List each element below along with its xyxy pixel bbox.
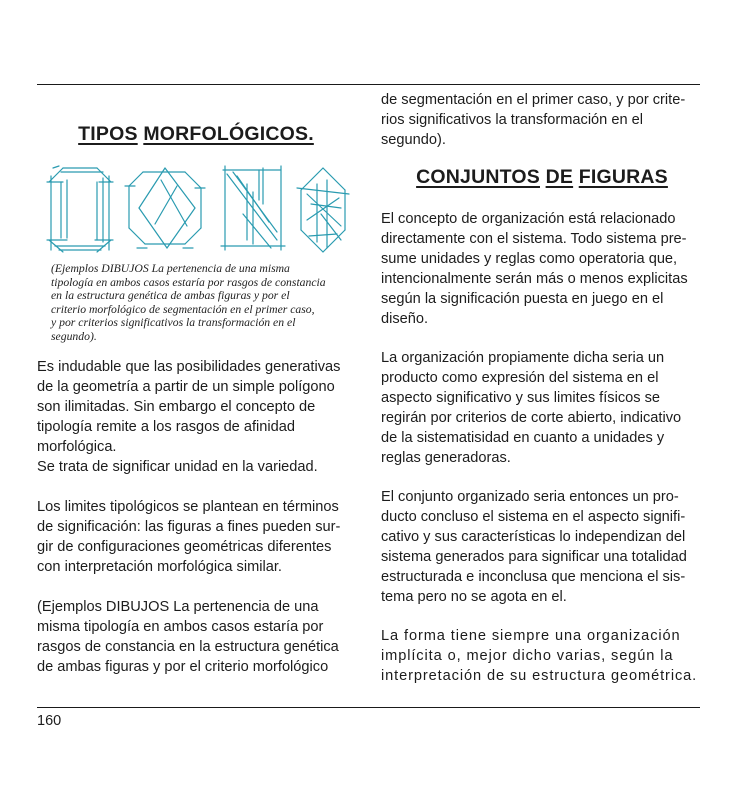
page-number: 160: [37, 713, 62, 729]
heading-word: DE: [545, 166, 574, 188]
heading-word: MORFOLÓGICOS.: [143, 123, 314, 145]
hexagon-with-crossing-lines-figure: [297, 168, 349, 252]
octagon-with-inner-square-figure: [125, 168, 205, 248]
paragraph-conjunto-organizado: El conjunto organizado seria entonces un pro- ducto concluso el sistema en el aspecto signifi- cativo y sus características lo independizan del sistema generados para significar una totalidad estructurada e inconclusa que menciona el sis- tema pero no se agota en el.: [381, 489, 687, 605]
paragraph-organizacion-propiamente: La organización propiamente dicha seria un producto como expresión del sistema en el aspecto significativo y sus limites físicos se regirán por criterios de corte abierto, indicativo de la sistematisidad en cuanto a unidades y reglas generadoras.: [381, 350, 682, 466]
segmented-octagon-figure: [47, 166, 113, 252]
right-column: [381, 84, 703, 686]
diagonal-cut-square-figure: [221, 166, 285, 250]
paragraph-posibilidades: Es indudable que las posibilidades generativas de la geometría a partir de un simple polígono son ilimitadas. Sin embargo el concepto de tipología remite a los rasgos de afinidad morfológica. Se trata de significar unidad en la variedad.: [37, 358, 341, 475]
figure-drawings: [45, 164, 355, 256]
heading-word: FIGURAS: [578, 166, 668, 188]
paragraph-concepto-organizacion: El concepto de organización está relacionado directamente con el sistema. Todo sistema pre- sume unidades y reglas como operatoria que, intencionalmente serán más o menos explicitas según la significación puesta en juego en el diseño.: [381, 211, 688, 327]
figure-caption: (Ejemplos DIBUJOS La pertenencia de una misma tipología en ambos casos estaría por rasgos de constancia en la estructura genética de ambas figuras y por el criterio morfológico de segmentación en el primer caso, y por criterios significativos la transformación en el segundo).: [51, 262, 326, 343]
paragraph-forma-organizacion: La forma tiene siempre una organización implícita o, mejor dicho varias, según la interpretación de su estructura geométrica.: [381, 628, 698, 684]
left-column: [37, 84, 355, 677]
paragraph-ejemplos-dibujos: (Ejemplos DIBUJOS La pertenencia de una misma tipología en ambos casos estaría por rasgos de constancia en la estructura genética de ambas figuras y por el criterio morfológico: [37, 598, 339, 675]
bottom-rule: [37, 707, 700, 708]
figure-drawings-svg: [45, 164, 363, 256]
heading-conjuntos-de-figuras: [381, 166, 703, 189]
heading-word: CONJUNTOS: [416, 166, 540, 188]
heading-tipos-morfologicos: [37, 123, 355, 146]
paragraph-limites-tipologicos: Los limites tipológicos se plantean en términos de significación: las figuras a fines pueden sur- gir de configuraciones geométricas diferentes con interpretación morfológica similar.: [37, 498, 341, 575]
heading-word: TIPOS: [78, 123, 138, 145]
paragraph-continuation: de segmentación en el primer caso, y por crite- rios significativos la transformación en el segundo).: [381, 92, 686, 148]
